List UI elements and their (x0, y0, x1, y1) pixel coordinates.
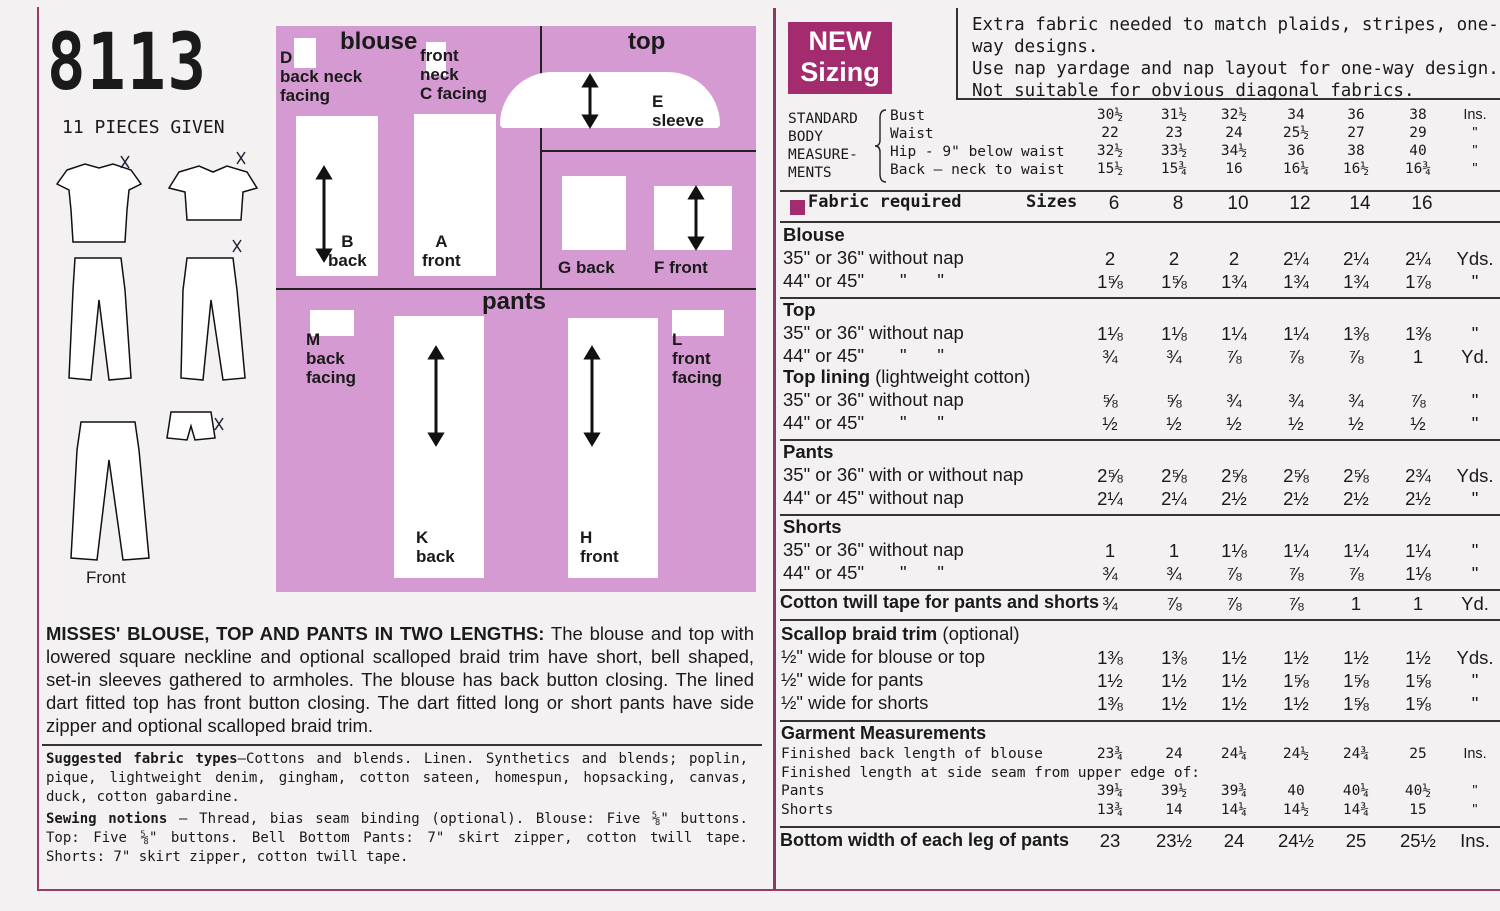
label-b: B back (328, 232, 367, 270)
label-g: G back (558, 258, 615, 277)
table-cell: 1 (1412, 593, 1424, 614)
row-label: 44" or 45" " " (783, 270, 944, 291)
table-cell: ¾ (1102, 563, 1118, 584)
table-cell: 2¼ (1161, 488, 1187, 509)
table-cell: 40¼ (1342, 783, 1370, 799)
twill-label: Cotton twill tape for pants and shorts (780, 592, 1099, 612)
table-cell: 1⅛ (1221, 540, 1247, 561)
table-cell: 1½ (1283, 693, 1309, 714)
table-cell: 1⅛ (1161, 323, 1187, 344)
table-cell: 23 (1165, 125, 1183, 141)
table-cell: 1⅜ (1097, 693, 1123, 714)
table-cell: 1¼ (1283, 540, 1309, 561)
std-row-label: Back — neck to waist (890, 162, 1065, 178)
sewing-notions (46, 810, 748, 867)
table-cell: 32½ (1096, 143, 1124, 159)
row-label: 44" or 45" without nap (783, 487, 964, 508)
table-cell: 1⅝ (1405, 693, 1431, 714)
table-cell: 23½ (1155, 830, 1192, 851)
brace (874, 108, 888, 184)
long-pants-drawing (71, 422, 149, 560)
table-cell: ¾ (1288, 390, 1304, 411)
table-cell: ¾ (1348, 390, 1364, 411)
table-cell: 23¾ (1096, 746, 1124, 762)
bullet-square (790, 200, 805, 215)
top-drawing (169, 166, 257, 220)
size-heading: 16 (1411, 193, 1433, 214)
table-cell: ⅞ (1166, 593, 1182, 614)
table-cell: 27 (1347, 125, 1365, 141)
label-m: M back facing (306, 330, 357, 387)
table-cell: ⅞ (1288, 346, 1304, 367)
table-cell: 1 (1350, 593, 1362, 614)
table-cell: 24¼ (1220, 746, 1248, 762)
unit-cell: Ins. (1463, 746, 1487, 762)
table-cell: 1¾ (1283, 271, 1309, 292)
section-title: Shorts (783, 516, 842, 537)
table-cell: 36 (1287, 143, 1305, 159)
std-label-line: BODY (788, 129, 823, 145)
table-cell: 2⅝ (1097, 465, 1123, 486)
unit-cell: " (1472, 125, 1478, 141)
table-cell: 24 (1165, 746, 1183, 762)
pants-front-drawing (69, 258, 131, 380)
unit-cell: Yd. (1461, 593, 1489, 614)
table-cell: ⅝ (1166, 390, 1182, 411)
row-label: 35" or 36" without nap (783, 389, 964, 410)
unit-cell: Yd. (1461, 346, 1489, 367)
table-cell: 40½ (1404, 783, 1432, 799)
table-cell: 2½ (1283, 488, 1309, 509)
new-sizing-line1: NEW (808, 26, 872, 56)
table-cell: 1⅛ (1097, 323, 1123, 344)
section-title: Blouse (783, 224, 845, 245)
table-cell: 16¾ (1404, 161, 1432, 177)
label-f: F front (654, 258, 708, 277)
table-cell: 2¼ (1283, 248, 1309, 269)
notions-title: Sewing notions (46, 811, 168, 827)
section-title: Scallop braid trim (optional) (781, 623, 1020, 644)
row-label: ½" wide for blouse or top (781, 646, 986, 667)
front-label: Front (86, 568, 126, 587)
table-cell: 2¼ (1097, 488, 1123, 509)
label-h: H front (580, 528, 619, 566)
label-c: front neck C facing (420, 46, 488, 103)
description (46, 622, 754, 737)
description-title: MISSES' BLOUSE, TOP AND PANTS IN TWO LENGTHS: (46, 623, 545, 644)
row-label: 35" or 36" without nap (783, 539, 964, 560)
table-cell: ¾ (1102, 346, 1118, 367)
table-cell: 1⅜ (1161, 647, 1187, 668)
table-cell: 14¼ (1220, 801, 1248, 818)
table-cell: 15½ (1096, 161, 1124, 177)
table-cell: 2 (1168, 248, 1180, 269)
size-heading: 10 (1227, 193, 1249, 214)
unit-cell: Ins. (1460, 830, 1490, 851)
table-cell: ⅞ (1410, 390, 1426, 411)
table-cell: 1⅜ (1405, 323, 1431, 344)
table-cell: ⅞ (1348, 563, 1364, 584)
table-cell: 1⅝ (1283, 670, 1309, 691)
table-cell: ⅞ (1226, 593, 1242, 614)
bottom-width-label: Bottom width of each leg of pants (780, 830, 1069, 850)
row-label: 35" or 36" without nap (783, 247, 964, 268)
unit-cell: " (1471, 323, 1479, 344)
table-cell: 29 (1409, 125, 1427, 141)
table-cell: 1⅛ (1405, 563, 1431, 584)
unit-cell: Yds. (1456, 647, 1494, 668)
label-d: D back neck facing (280, 48, 363, 105)
note-line: Use nap yardage and nap layout for one-way design. (972, 59, 1499, 79)
table-cell: 2⅝ (1283, 465, 1309, 486)
table-cell: 2¼ (1343, 248, 1369, 269)
table-cell: ⅞ (1288, 593, 1304, 614)
table-cell: 14¾ (1342, 801, 1370, 818)
table-cell: 13¾ (1096, 801, 1124, 818)
row-label: Finished back length of blouse (781, 746, 1043, 762)
unit-cell: " (1471, 540, 1479, 561)
section-title: Garment Measurements (781, 723, 987, 743)
row-label: ½" wide for shorts (781, 692, 929, 713)
table-cell: 2½ (1343, 488, 1369, 509)
table-cell: 22 (1101, 125, 1119, 141)
table-cell: 1¼ (1405, 540, 1431, 561)
table-cell: 1¼ (1343, 540, 1369, 561)
section-title-note: (optional) (937, 623, 1020, 644)
row-label: ½" wide for pants (781, 669, 924, 690)
table-cell: 1¾ (1343, 271, 1369, 292)
blouse-drawing (57, 164, 141, 242)
shorts-drawing (167, 412, 215, 440)
table-cell: 2½ (1405, 488, 1431, 509)
label-e: E sleeve (652, 92, 704, 130)
table-cell: 2⅝ (1161, 465, 1187, 486)
table-cell: 15 (1409, 801, 1427, 818)
table-cell: 1⅝ (1343, 693, 1369, 714)
table-cell: ¾ (1166, 346, 1182, 367)
table-cell: 1⅜ (1097, 647, 1123, 668)
table-cell: 23 (1099, 830, 1121, 851)
size-heading: 14 (1349, 193, 1371, 214)
row-label: 35" or 36" with or without nap (783, 464, 1024, 485)
table-cell: ¾ (1226, 390, 1242, 411)
table-cell: 1½ (1405, 647, 1431, 668)
size-heading: 12 (1289, 193, 1311, 214)
table-rule (780, 589, 1500, 591)
table-cell: ½ (1166, 413, 1182, 434)
fabric-notes (956, 8, 1500, 100)
table-cell: 14 (1165, 801, 1183, 818)
table-cell: ⅞ (1226, 346, 1242, 367)
table-cell: 15¾ (1160, 161, 1188, 177)
unit-cell: " (1471, 693, 1479, 714)
row-label: Shorts (781, 801, 834, 818)
std-label-line: MEASURE- (788, 147, 858, 163)
unit-cell: " (1472, 143, 1478, 159)
table-cell: 2¾ (1405, 465, 1431, 486)
label-l: L front facing (672, 330, 723, 387)
std-label-line: STANDARD (788, 111, 858, 127)
pants-back-drawing (181, 258, 245, 380)
table-cell: 1¼ (1221, 323, 1247, 344)
table-cell: 25 (1345, 830, 1367, 851)
table-cell: 1 (1412, 346, 1424, 367)
new-sizing-line2: Sizing (800, 57, 880, 87)
note-line: Not suitable for obvious diagonal fabrics. (972, 81, 1415, 101)
table-cell: 34½ (1220, 143, 1248, 159)
pattern-pieces-panel (276, 26, 756, 592)
table-cell: 25 (1409, 746, 1427, 762)
row-label: Pants (781, 783, 825, 799)
std-row-label: Hip - 9" below waist (890, 144, 1065, 160)
table-cell: 1½ (1343, 647, 1369, 668)
table-cell: 1⅝ (1161, 271, 1187, 292)
table-cell: ⅞ (1288, 563, 1304, 584)
note-line: Extra fabric needed to match plaids, stripes, one-way designs. (972, 15, 1499, 57)
new-sizing-badge (788, 22, 892, 94)
table-cell: 1⅞ (1405, 271, 1431, 292)
table-cell: ½ (1288, 413, 1304, 434)
table-cell: 2 (1104, 248, 1116, 269)
row-label: 44" or 45" " " (783, 562, 944, 583)
table-cell: 24 (1225, 125, 1243, 141)
table-cell: 24¾ (1342, 746, 1370, 762)
table-cell: ½ (1410, 413, 1426, 434)
table-cell: 16¼ (1282, 161, 1310, 177)
row-label: Finished length at side seam from upper edge of: (781, 764, 1201, 781)
table-rule (780, 221, 1500, 223)
size-heading: 8 (1172, 193, 1184, 214)
fabric-types-title: Suggested fabric types (46, 751, 238, 767)
table-cell: 1½ (1221, 647, 1247, 668)
table-rule (780, 826, 1500, 828)
table-cell: ½ (1226, 413, 1242, 434)
table-cell: 1¼ (1283, 323, 1309, 344)
table-cell: 40 (1409, 143, 1427, 159)
table-cell: 1½ (1221, 670, 1247, 691)
table-cell: 30½ (1096, 107, 1124, 123)
description-body: The blouse and top with lowered square neckline and optional scalloped braid trim have short, bell shaped, set-in sleeves gathered to armholes. The blouse has back button closing. The lined dart fitted top has front button closing. The dart fitted long or short pants have side zipper and optional scalloped braid trim. (46, 623, 754, 736)
table-cell: 1 (1104, 540, 1116, 561)
unit-cell: " (1471, 670, 1479, 691)
sizes-heading: Sizes (1026, 192, 1078, 212)
table-cell: 39½ (1160, 783, 1188, 799)
separator (42, 744, 762, 746)
table-cell: 1⅝ (1097, 271, 1123, 292)
table-rule (780, 439, 1500, 441)
pieces-given: 11 PIECES GIVEN (62, 117, 225, 138)
table-cell: 16½ (1342, 161, 1370, 177)
table-cell: 2½ (1221, 488, 1247, 509)
table-cell: 14½ (1282, 801, 1310, 818)
unit-cell: " (1471, 488, 1479, 509)
unit-cell: " (1471, 563, 1479, 584)
table-cell: 38 (1347, 143, 1365, 159)
table-cell: 24½ (1282, 746, 1310, 762)
size-heading: 6 (1108, 193, 1120, 214)
table-cell: 16 (1225, 161, 1243, 177)
table-cell: ½ (1102, 413, 1118, 434)
table-cell: 1⅜ (1343, 323, 1369, 344)
table-rule (780, 297, 1500, 299)
std-label-line: MENTS (788, 165, 832, 181)
row-label: 35" or 36" without nap (783, 322, 964, 343)
unit-cell: " (1471, 271, 1479, 292)
table-cell: 25½ (1399, 830, 1436, 851)
table-cell: ⅞ (1348, 346, 1364, 367)
unit-cell: Yds. (1456, 248, 1494, 269)
table-rule (780, 619, 1500, 621)
table-cell: ⅞ (1226, 563, 1242, 584)
table-cell: 1¾ (1221, 271, 1247, 292)
pants-heading: pants (482, 288, 547, 315)
section-title-note: (lightweight cotton) (870, 366, 1031, 387)
label-a: A front (422, 232, 461, 270)
unit-cell: " (1471, 413, 1479, 434)
pattern-number: 8113 (47, 18, 208, 108)
std-row-label: Waist (890, 126, 934, 142)
top-heading: top (628, 28, 666, 55)
label-k: K back (416, 528, 455, 566)
table-cell: 39¼ (1096, 783, 1124, 799)
table-cell: 40 (1287, 783, 1305, 799)
table-cell: 2 (1228, 248, 1240, 269)
table-cell: 31½ (1160, 107, 1188, 123)
table-cell: 32½ (1220, 107, 1248, 123)
fabric-types-body: —Cottons and blends. Linen. Synthetics and blends; poplin, pique, lightweight denim, gingham, cotton sateen, homespun, hopsacking, canvas, duck, cotton gabardine. (46, 751, 748, 805)
fabric-types (46, 750, 748, 807)
section-title: Top (783, 299, 816, 320)
table-cell: 1 (1168, 540, 1180, 561)
table-cell: 33½ (1160, 143, 1188, 159)
table-cell: ½ (1348, 413, 1364, 434)
table-cell: 1½ (1221, 693, 1247, 714)
notions-body: — Thread, bias seam binding (optional). Blouse: Five ⅝" buttons. Top: Five ⅝" buttons. Bell Bottom Pants: 7" skirt zipper, cotton twill tape. Shorts: 7" skirt zipper, cotton twill tape. (46, 811, 748, 865)
table-cell: 24½ (1277, 830, 1314, 851)
section-title: Top lining (lightweight cotton) (783, 366, 1031, 387)
table-cell: 1½ (1161, 670, 1187, 691)
unit-cell: " (1472, 801, 1478, 818)
table-cell: 36 (1347, 107, 1365, 123)
unit-cell: " (1472, 161, 1478, 177)
table-cell: 1½ (1283, 647, 1309, 668)
table-cell: 24 (1223, 830, 1245, 851)
garment-views (37, 150, 267, 590)
table-cell: 1½ (1097, 670, 1123, 691)
table-cell: 2¼ (1405, 248, 1431, 269)
table-cell: 34 (1287, 107, 1305, 123)
standard-body-label (788, 110, 858, 182)
row-label: 44" or 45" " " (783, 412, 944, 433)
unit-cell: Ins. (1463, 107, 1487, 123)
row-label: 44" or 45" " " (783, 345, 944, 366)
section-title: Pants (783, 441, 834, 462)
table-cell: ¾ (1166, 563, 1182, 584)
blouse-heading: blouse (340, 28, 418, 55)
table-rule (780, 514, 1500, 516)
table-cell: 2⅝ (1343, 465, 1369, 486)
table-rule (780, 720, 1500, 722)
table-cell: 25½ (1282, 125, 1310, 141)
table-cell: ¾ (1102, 593, 1118, 614)
unit-cell: Yds. (1456, 465, 1494, 486)
fabric-required-heading: Fabric required (808, 192, 962, 212)
column-divider (773, 8, 776, 890)
table-cell: ⅝ (1102, 390, 1118, 411)
unit-cell: " (1472, 783, 1478, 799)
table-cell: 1⅝ (1343, 670, 1369, 691)
table-cell: 39¾ (1220, 783, 1248, 799)
table-cell: 1⅝ (1405, 670, 1431, 691)
std-row-label: Bust (890, 108, 925, 124)
table-cell: 38 (1409, 107, 1427, 123)
table-cell: 1½ (1161, 693, 1187, 714)
table-cell: 2⅝ (1221, 465, 1247, 486)
unit-cell: " (1471, 390, 1479, 411)
